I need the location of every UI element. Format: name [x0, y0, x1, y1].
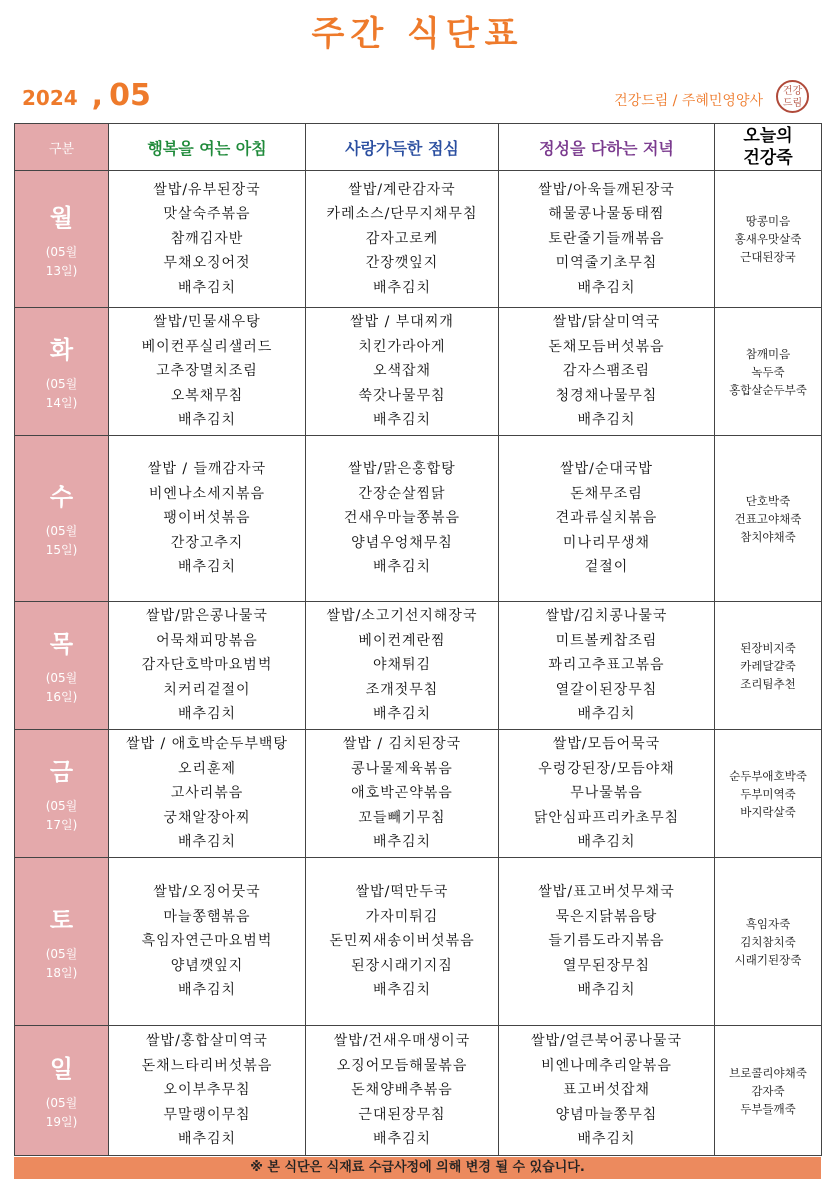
- breakfast-item: 배추김치: [177, 706, 237, 723]
- dinner-cell: [499, 858, 715, 1026]
- juk-item: 단호박죽: [745, 493, 791, 508]
- header-juk: [715, 124, 822, 171]
- juk-item: 카레달걀죽: [740, 658, 796, 673]
- lunch-item: 오색잡채: [372, 363, 432, 380]
- weekly-menu-table: [14, 123, 822, 1156]
- breakfast-item: 무말랭이무침: [163, 1106, 251, 1123]
- dinner-item: 들기름도라지볶음: [548, 933, 665, 950]
- day-date: [15, 375, 108, 413]
- juk-item: 홍새우맛살죽: [734, 232, 802, 246]
- dinner-cell: [499, 602, 715, 730]
- seal-icon: [776, 80, 809, 113]
- day-date-line-1: (05월: [45, 524, 78, 538]
- lunch-item: 양념우엉채무침: [351, 534, 453, 551]
- dinner-item: 돈채무조림: [570, 485, 643, 502]
- lunch-item: 쌀밥/맑은홍합탕: [348, 461, 456, 478]
- juk-item: 김치참치죽: [740, 934, 796, 949]
- lunch-item: 건새우마늘쫑볶음: [343, 510, 461, 527]
- day-cell: [15, 602, 109, 730]
- dinner-item: 쌀밥/김치콩나물국: [545, 608, 668, 625]
- dinner-item: 해물콩나물동태찜: [548, 206, 665, 223]
- lunch-item: 쑥갓나물무침: [358, 387, 446, 404]
- dinner-item: 토란줄기들깨볶음: [548, 230, 665, 247]
- table-header-row: [15, 124, 822, 171]
- header-juk-line-2: 건강죽: [743, 148, 793, 168]
- dinner-item: 쌀밥/표고버섯무채국: [538, 884, 675, 901]
- dinner-item: 배추김치: [577, 1131, 636, 1148]
- dinner-item: 돈채모듬버섯볶음: [548, 338, 665, 355]
- breakfast-item: 맛살숙주볶음: [163, 206, 251, 223]
- breakfast-item: 흑임자연근마요범벅: [141, 933, 273, 950]
- lunch-item: 가자미튀김: [365, 908, 439, 925]
- lunch-item: 배추김치: [372, 982, 432, 999]
- day-date: [15, 669, 108, 707]
- breakfast-item: 간장고추지: [170, 534, 244, 551]
- day-cell: [15, 171, 109, 308]
- juk-item: 녹두죽: [751, 364, 785, 379]
- lunch-item: 근대된장무침: [358, 1106, 446, 1123]
- header-lunch: 사랑가득한 점심: [306, 124, 499, 171]
- day-date-line-1: (05월: [45, 377, 78, 391]
- day-date-line-2: 14일): [45, 396, 78, 410]
- dinner-item: 겉절이: [584, 559, 629, 576]
- day-date-line-1: (05월: [45, 799, 78, 813]
- breakfast-item: 쌀밥/맑은콩나물국: [146, 608, 268, 625]
- lunch-cell: [306, 436, 499, 602]
- day-name: 수: [49, 483, 74, 511]
- lunch-item: 치킨가라아게: [358, 338, 446, 355]
- header-juk-line-1: 오늘의: [743, 126, 793, 146]
- breakfast-cell: [109, 602, 306, 730]
- dinner-item: 배추김치: [577, 706, 636, 723]
- dinner-item: 배추김치: [577, 412, 636, 429]
- dinner-cell: [499, 436, 715, 602]
- date-year: 2024: [22, 86, 78, 110]
- breakfast-item: 쌀밥/오징어뭇국: [153, 884, 261, 901]
- day-date-line-1: (05월: [45, 947, 78, 961]
- breakfast-item: 궁채알장아찌: [163, 809, 251, 826]
- lunch-item: 오징어모듬해물볶음: [336, 1057, 468, 1074]
- breakfast-item: 참깨김자반: [170, 230, 244, 247]
- menu-date: [22, 78, 151, 113]
- juk-cell: [715, 730, 822, 858]
- day-date-line-2: 18일): [45, 966, 78, 980]
- menu-body: [15, 171, 822, 1156]
- juk-item: 참치야채죽: [740, 529, 796, 544]
- dinner-item: 열무된장무침: [562, 957, 651, 974]
- day-name: 일: [49, 1055, 74, 1083]
- juk-item: 두부들깨죽: [740, 1101, 796, 1116]
- day-name: 목: [49, 630, 74, 658]
- breakfast-item: 오리훈제: [177, 760, 237, 777]
- day-date-line-2: 13일): [45, 263, 78, 278]
- lunch-item: 된장시래기지짐: [351, 957, 453, 974]
- seal-line-1: 건강: [782, 86, 803, 97]
- breakfast-cell: [109, 1026, 306, 1156]
- dinner-item: 우렁강된장/모듬야채: [538, 760, 675, 777]
- lunch-cell: [306, 1026, 499, 1156]
- breakfast-item: 쌀밥/홍합살미역국: [146, 1033, 268, 1050]
- juk-item: 두부미역죽: [740, 786, 796, 801]
- lunch-item: 배추김치: [372, 559, 432, 576]
- breakfast-cell: [109, 436, 306, 602]
- day-cell: [15, 308, 109, 436]
- lunch-item: 꼬들빼기무침: [358, 809, 446, 826]
- day-date: [15, 1094, 108, 1132]
- table-row: [15, 858, 822, 1026]
- breakfast-item: 비엔나소세지볶음: [148, 485, 266, 502]
- table-row: [15, 308, 822, 436]
- juk-cell: [715, 602, 822, 730]
- juk-item: 참깨미음: [745, 346, 791, 361]
- day-cell: [15, 1026, 109, 1156]
- breakfast-item: 어묵채피망볶음: [156, 632, 258, 649]
- juk-item: 바지락살죽: [740, 804, 796, 819]
- breakfast-item: 무채오징어젓: [163, 255, 251, 272]
- dinner-cell: [499, 730, 715, 858]
- breakfast-item: 팽이버섯볶음: [163, 510, 251, 527]
- author-label: 건강드림 / 주혜민영양사: [614, 93, 763, 109]
- juk-cell: [715, 171, 822, 308]
- lunch-item: 쌀밥/소고기선지해장국: [326, 608, 478, 625]
- day-cell: [15, 858, 109, 1026]
- day-date-line-2: 15일): [45, 543, 78, 557]
- table-row: [15, 1026, 822, 1156]
- juk-item: 감자죽: [751, 1083, 785, 1098]
- lunch-item: 조개젓무침: [365, 681, 439, 698]
- breakfast-item: 오이부추무침: [163, 1082, 251, 1099]
- dinner-item: 쌀밥/얼큰북어콩나물국: [531, 1033, 682, 1050]
- day-date: [15, 522, 108, 560]
- lunch-item: 쌀밥/계란감자국: [348, 181, 456, 198]
- juk-item: 된장비지죽: [740, 640, 796, 655]
- lunch-item: 돈채양배추볶음: [351, 1082, 453, 1099]
- day-name: 화: [49, 336, 74, 364]
- table-row: [15, 730, 822, 858]
- day-name: 월: [49, 203, 74, 232]
- juk-item: 흑임자죽: [745, 916, 791, 931]
- dinner-item: 미역줄기초무침: [555, 255, 658, 272]
- header-dinner: 정성을 다하는 저녁: [499, 124, 715, 171]
- day-name: 금: [49, 758, 74, 786]
- dinner-item: 비엔나메추리알볶음: [541, 1057, 672, 1074]
- lunch-item: 쌀밥 / 부대찌개: [350, 314, 454, 331]
- lunch-item: 베이컨계란찜: [358, 632, 446, 649]
- breakfast-item: 오복채무침: [170, 387, 244, 404]
- breakfast-item: 쌀밥 / 들깨감자국: [147, 461, 267, 478]
- juk-item: 브로콜리야채죽: [729, 1065, 807, 1080]
- breakfast-cell: [109, 730, 306, 858]
- lunch-item: 야채튀김: [372, 657, 432, 674]
- lunch-cell: [306, 730, 499, 858]
- day-date: [15, 945, 108, 983]
- date-month: 05: [109, 78, 151, 113]
- breakfast-item: 배추김치: [177, 559, 237, 576]
- lunch-cell: [306, 308, 499, 436]
- lunch-cell: [306, 171, 499, 308]
- dinner-item: 열갈이된장무침: [555, 681, 658, 698]
- juk-cell: [715, 308, 822, 436]
- breakfast-item: 배추김치: [177, 279, 237, 296]
- dinner-item: 쌀밥/모듬어묵국: [552, 736, 661, 753]
- breakfast-item: 쌀밥/민물새우탕: [153, 314, 261, 331]
- day-date-line-2: 19일): [45, 1115, 78, 1129]
- lunch-item: 배추김치: [372, 1131, 432, 1148]
- lunch-item: 쌀밥 / 김치된장국: [342, 736, 462, 753]
- dinner-item: 꽈리고추표고볶음: [548, 657, 665, 674]
- day-date-line-2: 17일): [45, 818, 78, 832]
- dinner-item: 청경채나물무침: [555, 387, 658, 404]
- seal-line-2: 드림: [782, 98, 803, 109]
- breakfast-cell: [109, 308, 306, 436]
- lunch-item: 쌀밥/떡만두국: [355, 884, 449, 901]
- lunch-item: 간장순살찜닭: [358, 485, 446, 502]
- breakfast-item: 배추김치: [177, 412, 237, 429]
- dinner-item: 미트볼케찹조림: [555, 632, 658, 649]
- dinner-item: 쌀밥/아욱들깨된장국: [538, 181, 675, 198]
- lunch-item: 애호박곤약볶음: [351, 785, 453, 802]
- lunch-item: 배추김치: [372, 279, 432, 296]
- header-breakfast: 행복을 여는 아침: [109, 124, 306, 171]
- breakfast-cell: [109, 171, 306, 308]
- day-cell: [15, 436, 109, 602]
- dinner-item: 쌀밥/닭살미역국: [552, 314, 661, 331]
- juk-cell: [715, 1026, 822, 1156]
- dinner-item: 묵은지닭볶음탕: [555, 908, 658, 925]
- juk-item: 땅콩미음: [745, 214, 791, 228]
- day-date-line-1: (05월: [45, 1096, 78, 1110]
- dinner-item: 배추김치: [577, 279, 636, 296]
- lunch-cell: [306, 858, 499, 1026]
- breakfast-item: 배추김치: [177, 982, 237, 999]
- dinner-item: 쌀밥/순대국밥: [560, 461, 653, 478]
- dinner-item: 배추김치: [577, 982, 636, 999]
- breakfast-item: 베이컨푸실리샐러드: [141, 338, 273, 355]
- day-name: 토: [49, 906, 74, 934]
- juk-cell: [715, 858, 822, 1026]
- juk-item: 조리팀추천: [740, 676, 796, 691]
- table-row: [15, 171, 822, 308]
- table-row: [15, 436, 822, 602]
- juk-item: 순두부애호박죽: [729, 768, 807, 783]
- breakfast-item: 배추김치: [177, 1131, 237, 1148]
- dinner-item: 닭안심파프리카초무침: [533, 809, 680, 826]
- dinner-item: 양념마늘쫑무침: [555, 1106, 658, 1123]
- breakfast-item: 돈채느타리버섯볶음: [141, 1057, 273, 1074]
- day-date: [15, 797, 108, 835]
- juk-item: 근대된장국: [740, 250, 796, 264]
- breakfast-item: 마늘쫑햄볶음: [163, 908, 251, 925]
- page-title: 주간 식단표: [311, 14, 524, 54]
- footer-notice: ※ 본 식단은 식재료 수급사정에 의해 변경 될 수 있습니다.: [14, 1157, 821, 1179]
- dinner-item: 미나리무생채: [562, 534, 651, 551]
- lunch-item: 배추김치: [372, 412, 432, 429]
- breakfast-item: 감자단호박마요범벅: [141, 657, 273, 674]
- dinner-item: 견과류실치볶음: [555, 510, 658, 527]
- lunch-item: 카레소스/단무지채무침: [326, 206, 478, 223]
- breakfast-cell: [109, 858, 306, 1026]
- juk-item: 홍합살순두부죽: [729, 382, 807, 397]
- table-row: [15, 602, 822, 730]
- breakfast-item: 배추김치: [177, 834, 237, 851]
- breakfast-item: 쌀밥 / 애호박순두부백탕: [126, 736, 288, 753]
- lunch-item: 쌀밥/건새우매생이국: [333, 1033, 471, 1050]
- day-date-line-1: (05월: [45, 244, 78, 259]
- lunch-item: 배추김치: [372, 834, 432, 851]
- lunch-item: 간장깻잎지: [365, 255, 439, 272]
- lunch-item: 돈민찌새송이버섯볶음: [329, 933, 475, 950]
- breakfast-item: 쌀밥/유부된장국: [153, 181, 261, 198]
- breakfast-item: 고사리볶음: [170, 785, 244, 802]
- breakfast-item: 양념깻잎지: [170, 957, 244, 974]
- dinner-item: 무나물볶음: [570, 785, 643, 802]
- juk-cell: [715, 436, 822, 602]
- day-date-line-2: 16일): [45, 690, 78, 704]
- day-cell: [15, 730, 109, 858]
- header-gubun: 구분: [15, 124, 109, 171]
- dinner-item: 배추김치: [577, 834, 636, 851]
- juk-item: 건표고야채죽: [734, 511, 802, 526]
- juk-item: 시래기된장죽: [734, 952, 802, 967]
- date-comma: ,: [91, 78, 104, 113]
- dinner-item: 표고버섯잡채: [562, 1082, 651, 1099]
- dinner-cell: [499, 1026, 715, 1156]
- breakfast-item: 치커리겉절이: [163, 681, 251, 698]
- day-date: [15, 243, 108, 281]
- lunch-cell: [306, 602, 499, 730]
- breakfast-item: 고추장멸치조림: [156, 363, 258, 380]
- dinner-item: 감자스팸조림: [562, 363, 651, 380]
- dinner-cell: [499, 308, 715, 436]
- lunch-item: 배추김치: [372, 706, 432, 723]
- day-date-line-1: (05월: [45, 671, 78, 685]
- lunch-item: 감자고로케: [365, 230, 439, 247]
- dinner-cell: [499, 171, 715, 308]
- lunch-item: 콩나물제육볶음: [351, 760, 453, 777]
